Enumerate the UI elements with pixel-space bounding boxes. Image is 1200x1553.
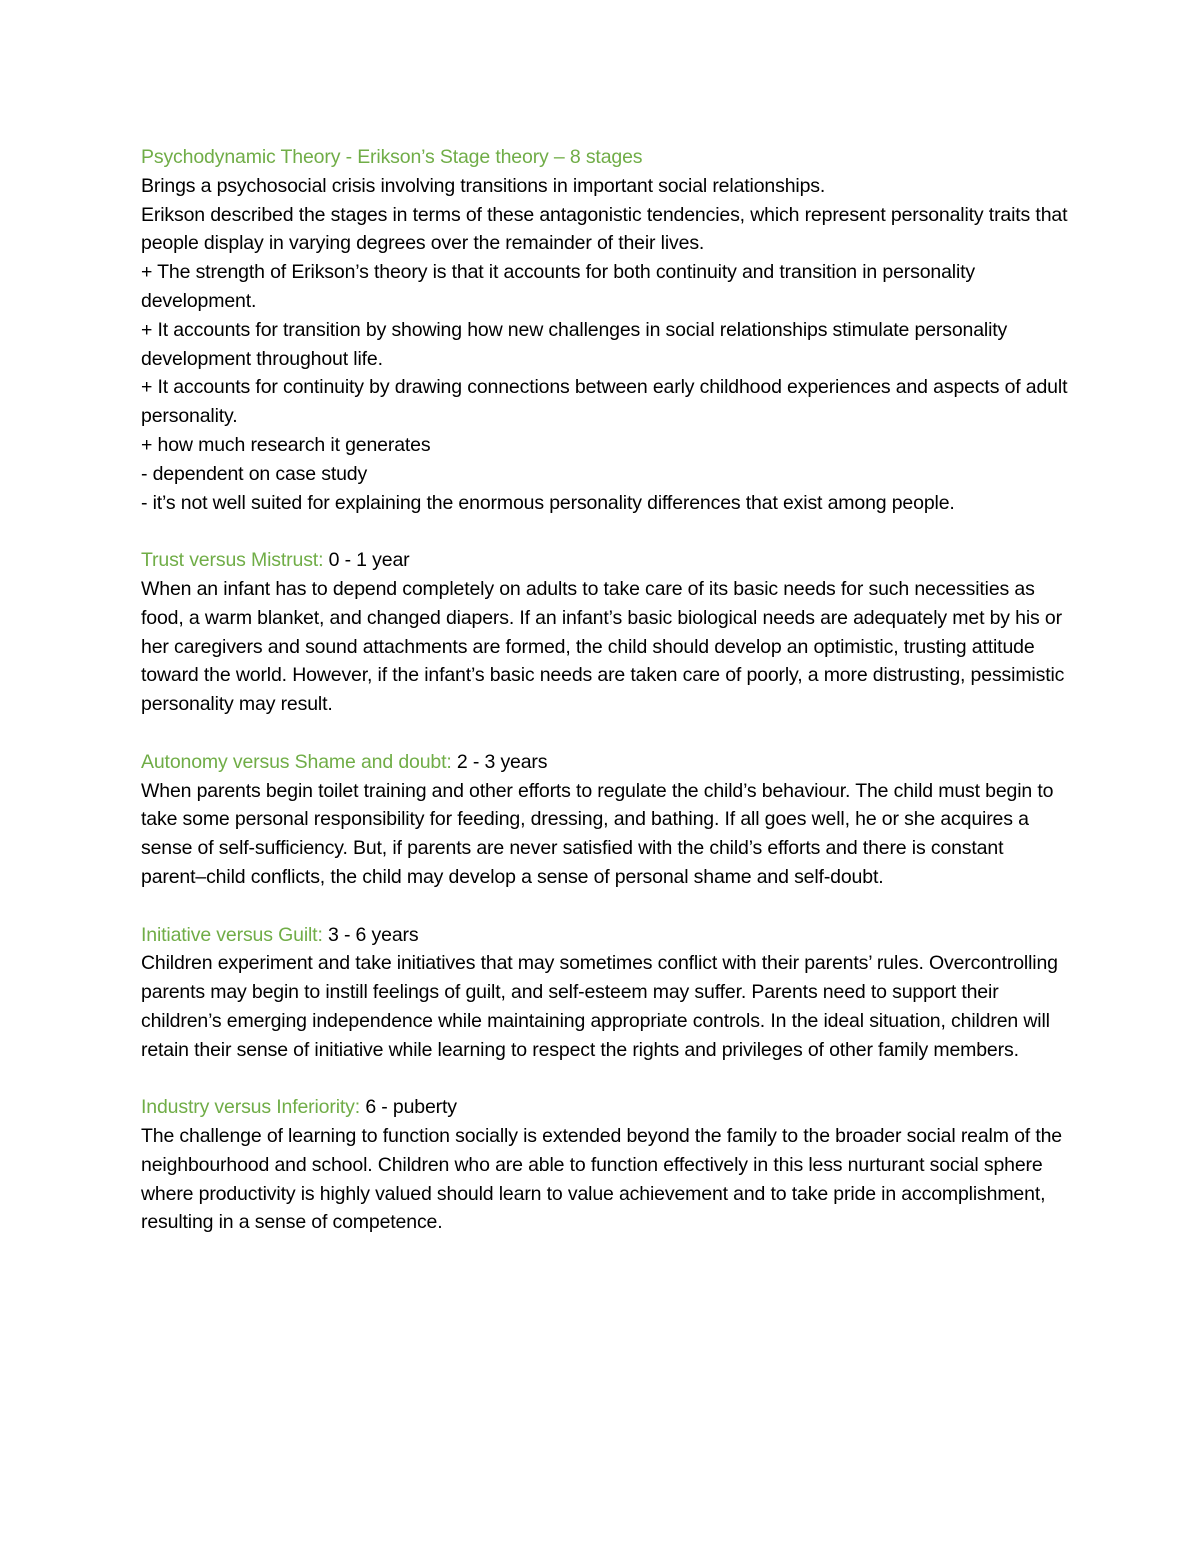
stage-autonomy-section	[141, 748, 1071, 892]
stage-name: Industry versus Inferiority:	[141, 1096, 361, 1119]
stage-heading	[141, 546, 1071, 575]
intro-weakness-point: - dependent on case study	[141, 462, 368, 485]
stage-description: The challenge of learning to function socially is extended beyond the family to the broader social realm of the neighbourhood and school. Children who are able to function effectively in this less nurturant social sphere where productivity is highly valued should learn to value achievement and to take pride in accomplishment, resulting in a sense of competence.	[141, 1125, 1062, 1234]
stage-age: 6 - puberty	[360, 1096, 457, 1119]
stage-heading	[141, 1093, 1071, 1122]
stage-age: 2 - 3 years	[451, 750, 548, 773]
intro-paragraph: Erikson described the stages in terms of these antagonistic tendencies, which represent personality traits that people display in varying degrees over the remainder of their lives.	[141, 203, 1068, 255]
intro-strength-point: + It accounts for transition by showing how new challenges in social relationships stimulate personality development throughout life.	[141, 318, 1008, 370]
stage-description: When an infant has to depend completely on adults to take care of its basic needs for such necessities as food, a warm blanket, and changed diapers. If an infant’s basic biological needs are adequately met by his or her caregivers and sound attachments are formed, the child should develop an optimistic, trusting attitude toward the world. However, if the infant’s basic needs are taken care of poorly, a more distrusting, pessimistic personality may result.	[141, 577, 1065, 716]
stage-description: When parents begin toilet training and other efforts to regulate the child’s behaviour. The child must begin to take some personal responsibility for feeding, dressing, and bathing. If all goes well, he or she acquires a sense of self-sufficiency. But, if parents are never satisfied with the child’s efforts and there is constant parent–child conflicts, the child may develop a sense of personal shame and self-doubt.	[141, 779, 1054, 888]
intro-section	[141, 143, 1071, 517]
stage-name: Trust versus Mistrust:	[141, 549, 324, 572]
stage-trust-section	[141, 546, 1071, 719]
intro-strength-point: + It accounts for continuity by drawing connections between early childhood experiences and aspects of adult personality.	[141, 376, 1068, 428]
stage-industry-section	[141, 1093, 1071, 1237]
intro-strength-point: + The strength of Erikson’s theory is that it accounts for both continuity and transition in personality development.	[141, 261, 976, 312]
stage-heading	[141, 748, 1071, 777]
document-page	[141, 143, 1071, 1266]
intro-weakness-point: - it’s not well suited for explaining the enormous personality differences that exist among people.	[141, 491, 955, 514]
document-title: Psychodynamic Theory - Erikson’s Stage theory – 8 stages	[141, 146, 643, 168]
stage-initiative-section	[141, 921, 1071, 1065]
stage-description: Children experiment and take initiatives that may sometimes conflict with their parents’ rules. Overcontrolling parents may begin to instill feelings of guilt, and self-esteem may suffer. Parents need to support their children’s emerging independence while maintaining appropriate controls. In the ideal situation, children will retain their sense of initiative while learning to respect the rights and privileges of other family members.	[141, 952, 1058, 1061]
intro-paragraph: Brings a psychosocial crisis involving transitions in important social relationships.	[141, 174, 826, 197]
stage-heading	[141, 921, 1071, 950]
stage-name: Autonomy versus Shame and doubt:	[141, 750, 452, 773]
intro-strength-point: + how much research it generates	[141, 433, 431, 456]
stage-age: 3 - 6 years	[322, 923, 419, 946]
stage-name: Initiative versus Guilt:	[141, 923, 323, 946]
stage-age: 0 - 1 year	[323, 549, 410, 572]
